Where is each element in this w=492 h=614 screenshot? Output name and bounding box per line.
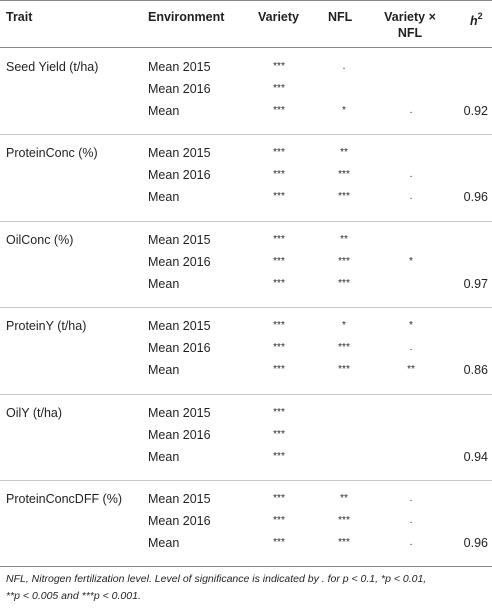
variety-significance: ***	[273, 147, 285, 159]
nfl-significance: **	[340, 493, 348, 504]
variety-significance: ***	[273, 406, 285, 418]
header-variety: Variety	[258, 10, 300, 24]
environment-cell: Mean 2016	[148, 341, 211, 356]
nfl-significance: ***	[338, 255, 350, 267]
environment-cell: Mean	[148, 276, 180, 291]
environment-cell: Mean 2016	[148, 168, 211, 183]
table-footnote	[6, 571, 486, 605]
variety-x-nfl-significance: *	[409, 255, 413, 267]
environment-cell: Mean 2016	[148, 254, 211, 269]
table-row	[0, 488, 492, 510]
trait-name: OilY (t/ha)	[6, 405, 63, 420]
heritability-value: 0.96	[463, 190, 488, 205]
heritability-value: 0.96	[463, 536, 488, 550]
environment-cell: Mean 2016	[148, 514, 211, 528]
variety-x-nfl-significance: .	[409, 342, 413, 354]
table-bottom-rule	[0, 566, 492, 567]
nfl-significance: .	[342, 61, 346, 72]
group-separator	[0, 307, 492, 308]
header-trait: Trait	[6, 10, 33, 24]
nfl-significance: *	[342, 105, 346, 116]
variety-x-nfl-significance: **	[407, 364, 415, 376]
environment-cell: Mean 2015	[148, 146, 211, 161]
environment-cell: Mean	[148, 190, 180, 205]
environment-cell: Mean 2016	[148, 427, 211, 442]
variety-significance: ***	[273, 342, 285, 354]
nfl-significance: **	[340, 233, 348, 245]
variety-significance: ***	[273, 364, 285, 376]
variety-significance: ***	[273, 493, 285, 504]
heritability-value: 0.92	[463, 104, 488, 118]
variety-significance: ***	[273, 320, 285, 332]
variety-x-nfl-significance: .	[409, 537, 413, 548]
table-row	[0, 532, 492, 554]
header-h2-superscript: 2	[477, 11, 483, 21]
group-separator	[0, 134, 492, 135]
variety-significance: ***	[273, 191, 285, 203]
variety-significance: ***	[273, 83, 285, 94]
environment-cell: Mean 2016	[148, 82, 211, 96]
header-environment: Environment	[148, 10, 225, 24]
table-row	[0, 142, 492, 164]
nfl-significance: ***	[338, 537, 350, 548]
heritability-value: 0.97	[463, 276, 488, 291]
variety-x-nfl-significance: .	[409, 515, 413, 526]
header-variety-x-nfl-line1: Variety ×	[384, 10, 436, 24]
heritability-value: 0.94	[463, 449, 488, 464]
variety-x-nfl-significance: .	[409, 105, 413, 116]
variety-significance: ***	[273, 169, 285, 181]
variety-significance: ***	[273, 255, 285, 267]
environment-cell: Mean	[148, 536, 180, 550]
environment-cell: Mean 2015	[148, 232, 211, 247]
nfl-significance: ***	[338, 364, 350, 376]
group-separator	[0, 221, 492, 222]
table-row	[0, 510, 492, 532]
trait-name: ProteinY (t/ha)	[6, 319, 87, 334]
header-variety-x-nfl-line2: NFL	[397, 26, 423, 40]
header-rule	[0, 47, 492, 48]
environment-cell: Mean 2015	[148, 405, 211, 420]
variety-x-nfl-significance: *	[409, 320, 413, 332]
variety-x-nfl-significance: .	[409, 169, 413, 181]
nfl-significance: *	[342, 320, 346, 332]
table-top-rule	[0, 0, 492, 1]
environment-cell: Mean	[148, 104, 180, 118]
footnote-line-1: NFL, Nitrogen fertilization level. Level of significance is indicated by . for p < 0.1, *p < 0.01,	[6, 573, 427, 585]
group-separator	[0, 394, 492, 395]
variety-x-nfl-significance: .	[409, 191, 413, 203]
nfl-significance: ***	[338, 169, 350, 181]
table-row	[0, 100, 492, 122]
header-nfl: NFL	[328, 10, 353, 24]
table-row	[0, 251, 492, 273]
environment-cell: Mean 2015	[148, 492, 211, 506]
environment-cell: Mean	[148, 363, 180, 378]
table-row	[0, 402, 492, 424]
table-row	[0, 446, 492, 468]
environment-cell: Mean 2015	[148, 60, 211, 74]
environment-cell: Mean 2015	[148, 319, 211, 334]
variety-x-nfl-significance: .	[409, 493, 413, 504]
nfl-significance: ***	[338, 191, 350, 203]
variety-significance: ***	[273, 61, 285, 72]
table-row	[0, 337, 492, 359]
table-row	[0, 78, 492, 100]
heritability-value: 0.86	[463, 363, 488, 378]
trait-name: ProteinConc (%)	[6, 146, 98, 161]
nfl-significance: ***	[338, 277, 350, 289]
header-variety-x-nfl	[370, 9, 450, 41]
trait-name: OilConc (%)	[6, 232, 74, 247]
nfl-significance: **	[340, 147, 348, 159]
variety-significance: ***	[273, 515, 285, 526]
table-row	[0, 315, 492, 337]
environment-cell: Mean	[148, 449, 180, 464]
header-h2-symbol: h	[470, 14, 478, 29]
nfl-significance: ***	[338, 515, 350, 526]
table-row	[0, 164, 492, 186]
variety-significance: ***	[273, 450, 285, 462]
table-row	[0, 359, 492, 381]
nfl-significance: ***	[338, 342, 350, 354]
table-row	[0, 424, 492, 446]
variety-significance: ***	[273, 277, 285, 289]
variety-significance: ***	[273, 428, 285, 440]
table-row	[0, 273, 492, 295]
table-row	[0, 186, 492, 208]
variety-significance: ***	[273, 105, 285, 116]
variety-significance: ***	[273, 537, 285, 548]
table-row	[0, 56, 492, 78]
trait-name: ProteinConcDFF (%)	[6, 492, 122, 506]
table-row	[0, 229, 492, 251]
trait-name: Seed Yield (t/ha)	[6, 60, 99, 74]
header-heritability	[470, 9, 483, 29]
group-separator	[0, 480, 492, 481]
footnote-line-2: **p < 0.005 and ***p < 0.001.	[6, 590, 141, 602]
variety-significance: ***	[273, 233, 285, 245]
